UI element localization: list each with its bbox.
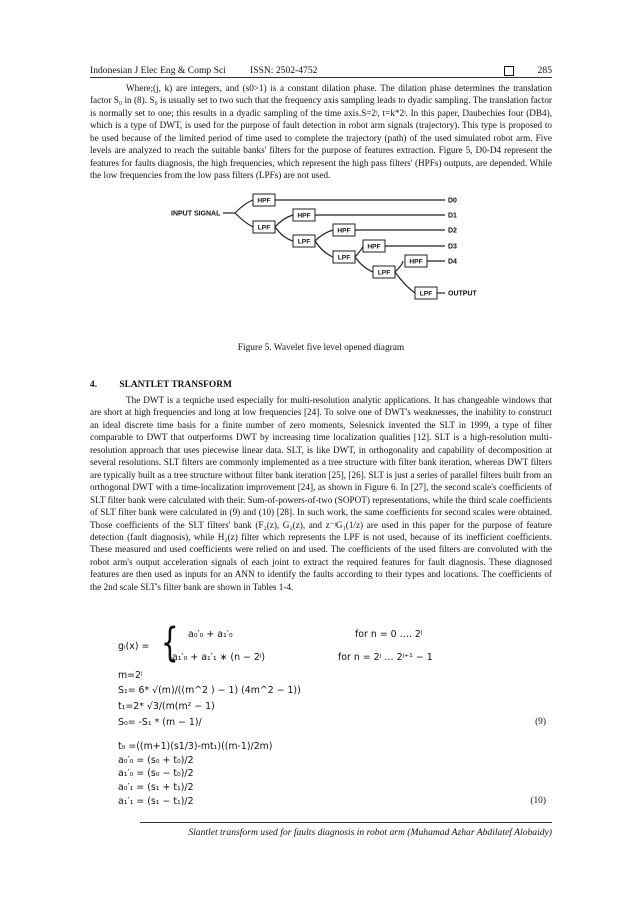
output-d4: D4: [448, 258, 457, 266]
journal-name: Indonesian J Elec Eng & Comp Sci: [90, 65, 226, 76]
output-d2: D2: [448, 227, 457, 235]
page-number: 285: [537, 65, 552, 76]
lpf-label-2: LPF: [297, 238, 311, 246]
section-title: SLANTLET TRANSFORM: [119, 380, 232, 390]
gi-lhs: gᵢ(x) =: [118, 641, 150, 652]
input-signal-label: INPUT SIGNAL: [171, 210, 221, 218]
hpf-label-5: HPF: [409, 258, 423, 266]
t1-def: t₁=2* √3/(m(m² − 1): [118, 701, 215, 712]
output-d0: D0: [448, 197, 457, 205]
figure-caption: Figure 5. Wavelet five level opened diagram: [237, 343, 405, 353]
footer-rule: [140, 822, 552, 823]
case-2-condition: for n = 2ʲ … 2ʲ⁺¹ − 1: [338, 652, 433, 663]
hpf-label-1: HPF: [257, 197, 271, 205]
diagram-lines: [223, 197, 445, 293]
hpf-label-2: HPF: [297, 212, 311, 220]
section-number: 4.: [90, 380, 98, 390]
header-rule: [90, 77, 552, 78]
section-heading: [90, 380, 232, 390]
lpf-label-3: LPF: [337, 254, 351, 262]
running-footer: Slantlet transform used for faults diagnosis in robot arm (Muhamad Azhar Abdilatef Alobaidy): [188, 827, 552, 838]
lpf-label-5: LPF: [419, 290, 433, 298]
case-1-condition: for n = 0 …. 2ʲ: [355, 629, 423, 640]
t0-def: t₀ =((m+1)(s1/3)-mt₁)((m-1)/2m): [118, 741, 273, 752]
paragraph-2-text: The DWT is a teqniche used especially for multi-resolution analytic applications. It has changeable windows that are short at high frequencies and long at low frequencies [24]. To solve one of DWT's weaknesses, the inability to construct an ideal discrete time basis for a finite number of zero moments, Selesnick invented the SLT in 1999, a type of filter comparable to DWT that outperforms DWT by increasing time localization qualities [12]. SLT is a high-resolution multi-resolution approach that uses piecewise linear data. SLT, is like DWT, in orthogonality and capability of decomposition at several resolutions. SLT filters are commonly implemented as a tree structure with filter bank iteration, whereas DWT filters are typically built as a tree structure without filter bank iteration [25], [26]. SLT is just a series of parallel filters built from an orthogonal DWT with a time-localization improvement [24], as shown in Figure 6. In [27], the second scale's coefficients of SLT filter bank were calculated with their. Sum-of-powers-of-two (SOPOT) representations, while the third scale coefficients of SLT filter bank were calculated in (9) and (10) [28]. In such work, the same coefficients for second scales were obtained. Those coefficients of the SLT filters' bank (F₂(z), G₂(z), and z⁻ʲG₁(1/z) are used in this paper for the purpose of feature detection (fault diagnosis), while H₂(z) filter which represents the LPF is not used, because of its inefficient coefficients. These measured and used coefficients were relied on and used. The coefficients of the used filters are convoluted with the robot arm's output acceleration signals of each joint to extract the required features for fault diagnosis. These diagnosed features are then used as inputs for an ANN to identify the faults according to their types and locations. The coefficients of the 2nd scale SLT's filter bank are shown in Tables 1-4.: [90, 395, 552, 592]
checkbox-icon: [504, 66, 514, 76]
lpf-label-1: LPF: [257, 224, 271, 232]
hpf-label-3: HPF: [337, 227, 351, 235]
paragraph-1: [90, 82, 552, 182]
brace-icon: {: [160, 620, 179, 666]
s1-def: S₁= 6* √(m)/((m^2 ) − 1) (4m^2 − 1)): [118, 685, 301, 696]
running-header: [90, 60, 552, 76]
a11-def: a₁′₁ = (s₁ − t₁)/2: [118, 796, 194, 807]
case-1: a₀′₀ + a₁′₀: [188, 629, 233, 640]
m-def: m=2ʲ: [118, 670, 143, 681]
output-d1: D1: [448, 212, 457, 220]
output-d3: D3: [448, 243, 457, 251]
paragraph-1-text: Where;(j, k) are integers, and (s0>1) is a constant dilation phase. The dilation phase determines the translation factor S₀ in (8). S₀ is usually set to two such that the frequency axis sampling leads to dyadic sampling. The translation factor is normally set to one; this results in a dyadic sampling of the time axis.S=2ʲ, t=k*2ʲ. In this paper, Daubechies four (DB4), which is a type of DWT, is used for the purpose of fault detection in robot arm signals (trajectory). This type is proposed to be used because of the limited period of time used to complete the trajectory (path) of the used simulated robot arm. Five levels are analyzed to reach the suitable banks' filters for the purpose of features extraction. Figure 5, D0-D4 represent the features for faults diagnosis, the high frequencies, which represent the high pass filters' (HPFs) outputs, are depended. While the low frequencies from the low pass filters (LPFs) are not used.: [90, 83, 552, 181]
s0-def: S₀= -S₁ * (m − 1)/: [118, 717, 202, 728]
hpf-label-4: HPF: [367, 243, 381, 251]
paragraph-2: [90, 394, 552, 593]
lpf-label-4: LPF: [377, 269, 391, 277]
a01-def: a₀′₁ = (s₁ + t₁)/2: [118, 782, 194, 793]
issn: ISSN: 2502-4752: [250, 65, 318, 76]
a00-def: a₀′₀ = (s₀ + t₀)/2: [118, 755, 194, 766]
a10-def: a₁′₀ = (s₀ − t₀)/2: [118, 768, 194, 779]
eq-number-9: (9): [535, 717, 546, 727]
eq-number-10: (10): [530, 796, 546, 806]
case-2: a₁′₀ + a₁′₁ ∗ (n − 2ʲ): [172, 652, 266, 663]
wavelet-diagram: [165, 190, 485, 330]
output-label: OUTPUT: [448, 290, 477, 298]
